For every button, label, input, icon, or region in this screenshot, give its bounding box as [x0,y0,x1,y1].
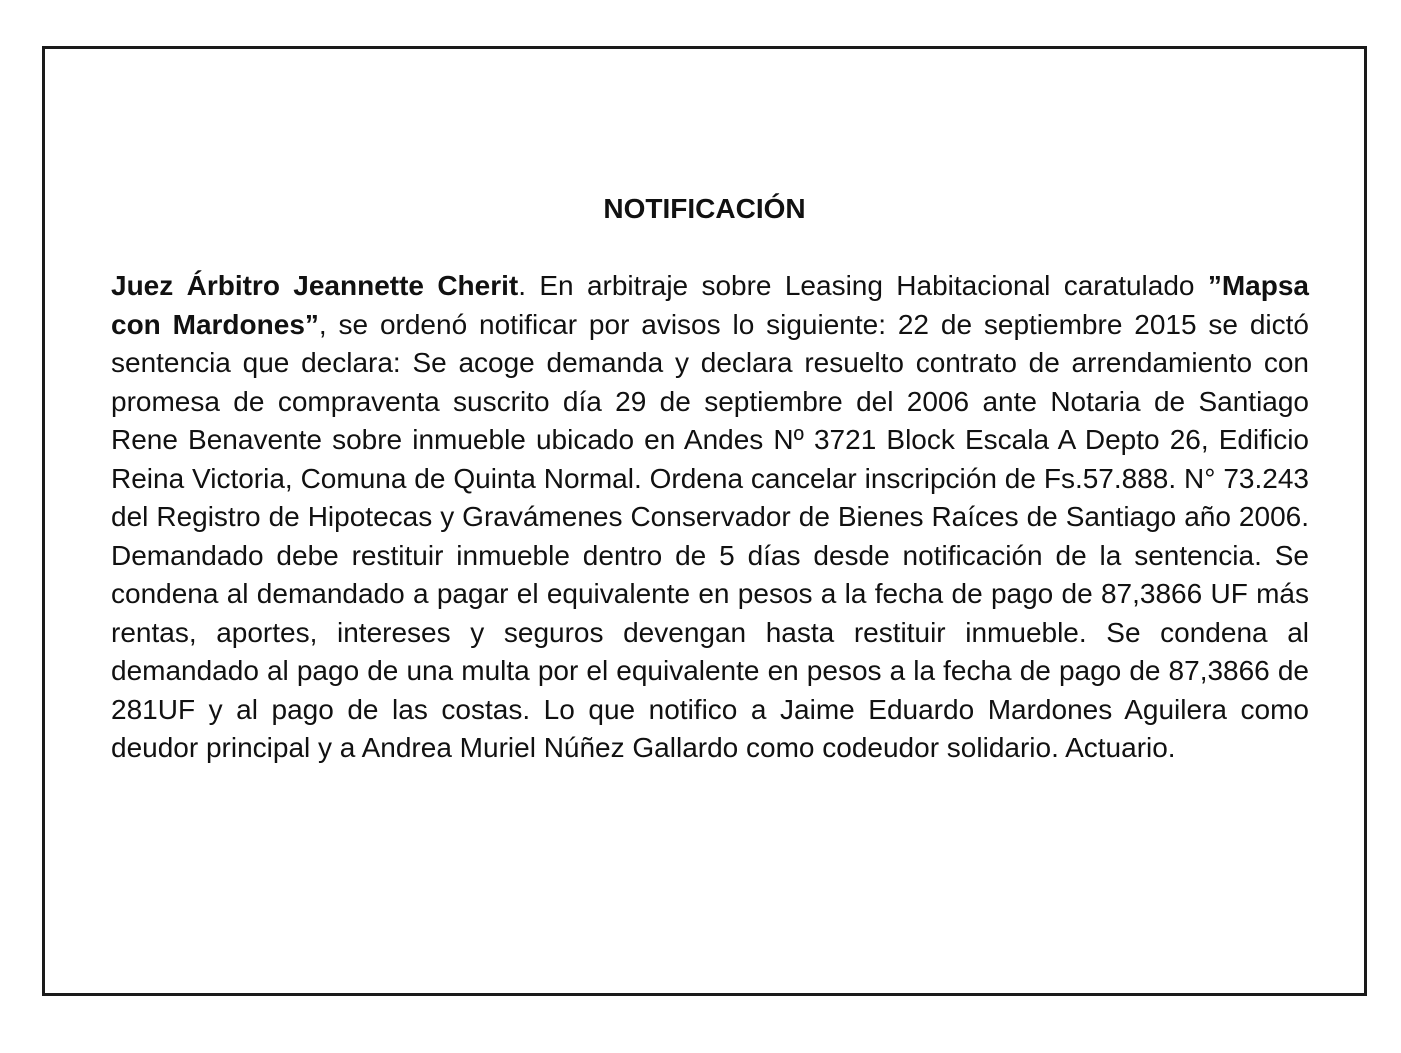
notice-frame [42,46,1367,996]
notice-intro: . En arbitraje sobre Leasing Habitacional caratulado [518,270,1208,301]
case-name: ”Mapsa con Mardones” [111,270,1309,340]
notice-text: , se ordenó notificar por avisos lo siguiente: 22 de septiembre 2015 se dictó sentencia que declara: Se acoge demanda y declara resuelto contrato de arrendamiento con promesa de compraventa suscrito día 29 de septiembre del 2006 ante Notaria de Santiago Rene Benavente sobre inmueble ubicado en Andes Nº 3721 Block Escala A Depto 26, Edificio Reina Victoria, Comuna de Quinta Normal. Ordena cancelar inscripción de Fs.57.888. N° 73.243 del Registro de Hipotecas y Gravámenes Conservador de Bienes Raíces de Santiago año 2006. Demandado debe restituir inmueble dentro de 5 días desde notificación de la sentencia. Se condena al demandado a pagar el equivalente en pesos a la fecha de pago de 87,3866 UF más rentas, aportes, intereses y seguros devengan hasta restituir inmueble. Se condena al demandado al pago de una multa por el equivalente en pesos a la fecha de pago de 87,3866 de 281UF y al pago de las costas. Lo que notifico a Jaime Eduardo Mardones Aguilera como deudor principal y a Andrea Muriel Núñez Gallardo como codeudor solidario. Actuario. [111,308,1309,763]
notice-title: NOTIFICACIÓN [603,193,806,224]
judge-name: Juez Árbitro Jeannette Cherit [111,270,519,301]
notice-body [111,267,1309,768]
